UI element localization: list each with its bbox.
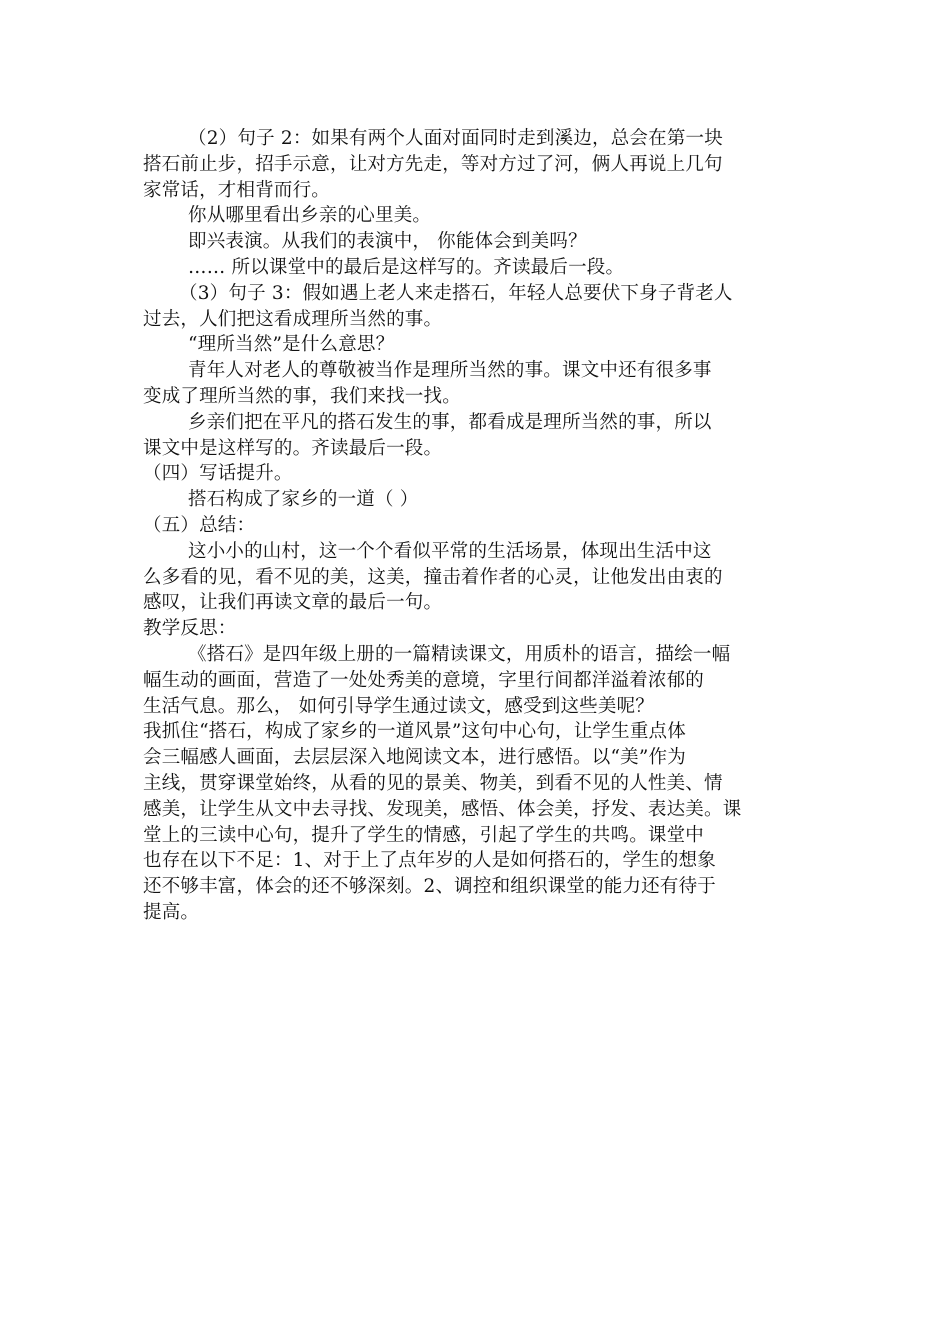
text-line: 搭石前止步，招手示意，让对方先走，等对方过了河，俩人再说上几句 [143,153,723,175]
text-line: 变成了理所当然的事，我们来找一找。 [143,385,461,407]
text-line: 也存在以下不足：1、对于上了点年岁的人是如何搭石的，学生的想象 [143,850,716,872]
section-heading: 教学反思： [143,618,237,640]
section-heading: （四）写话提升。 [143,463,293,485]
text-line: 堂上的三读中心句，提升了学生的情感，引起了学生的共鸣。课堂中 [143,824,705,846]
text-line: 青年人对老人的尊敬被当作是理所当然的事。课文中还有很多事 [188,360,712,382]
text-line: 生活气息。那么， 如何引导学生通过读文，感受到这些美呢？ [143,695,654,717]
text-line: （2）句子 2：如果有两个人面对面同时走到溪边，总会在第一块 [188,128,723,149]
text-line: 会三幅感人画面，去层层深入地阅读文本，进行感悟。以“美”作为 [143,747,686,769]
text-line: 提高。 [143,901,200,923]
text-line: 幅生动的画面，营造了一处处秀美的意境，字里行间都洋溢着浓郁的 [143,669,705,691]
text-line: “理所当然”是什么意思？ [188,334,395,356]
text-line: 乡亲们把在平凡的搭石发生的事，都看成是理所当然的事，所以 [188,411,712,433]
text-line: 即兴表演。从我们的表演中， 你能体会到美吗？ [188,231,587,253]
text-line: （3）句子 3：假如遇上老人来走搭石，年轻人总要伏下身子背老人 [179,282,733,304]
text-line: …… 所以课堂中的最后是这样写的。齐读最后一段。 [188,256,625,278]
document-body [143,126,807,926]
section-heading: （五）总结： [143,514,256,536]
text-line: 搭石构成了家乡的一道（ ） [188,489,419,511]
text-line: 家常话，才相背而行。 [143,179,331,201]
text-line: 感美，让学生从文中去寻找、发现美，感悟、体会美，抒发、表达美。课 [143,798,742,820]
text-line: 么多看的见，看不见的美，这美，撞击着作者的心灵，让他发出由衷的 [143,566,723,588]
text-line: 我抓住“搭石，构成了家乡的一道风景”这句中心句，让学生重点体 [143,721,686,743]
text-line: 感叹，让我们再读文章的最后一句。 [143,592,443,614]
text-line: 主线，贯穿课堂始终，从看的见的景美、物美，到看不见的人性美、情 [143,772,723,794]
text-line: 过去，人们把这看成理所当然的事。 [143,308,443,330]
text-line: 这小小的山村，这一个个看似平常的生活场景，体现出生活中这 [188,540,712,562]
text-line: 《搭石》是四年级上册的一篇精读课文，用质朴的语言，描绘一幅 [188,643,731,665]
text-line: 还不够丰富，体会的还不够深刻。2、调控和组织课堂的能力还有待于 [143,876,716,898]
text-line: 课文中是这样写的。齐读最后一段。 [143,437,443,459]
text-line: 你从哪里看出乡亲的心里美。 [188,205,432,227]
